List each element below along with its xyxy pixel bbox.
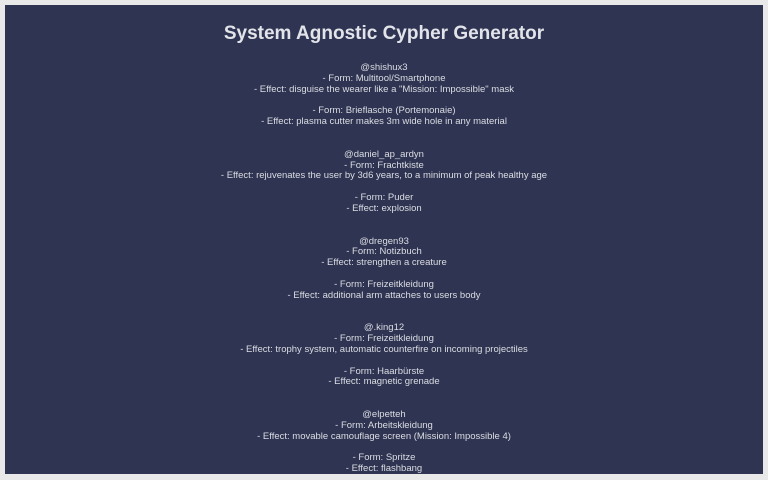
cypher-form: - Form: Brieflasche (Portemonaie)	[312, 105, 456, 117]
cypher-effect: - Effect: disguise the wearer like a "Mission: Impossible" mask	[253, 83, 514, 95]
entry-username: @elpetteh	[362, 409, 406, 420]
cypher-form: - Form: Arbeitskleidung	[335, 419, 433, 431]
list-item	[5, 410, 763, 474]
cypher-form: - Form: Freizeitkleidung	[334, 278, 434, 290]
cypher-effect: - Effect: additional arm attaches to users body	[287, 289, 481, 301]
cypher-effect: - Effect: explosion	[346, 202, 422, 214]
cypher-effect: - Effect: magnetic grenade	[328, 376, 440, 388]
cypher-effect: - Effect: trophy system, automatic counterfire on incoming projectiles	[240, 343, 528, 355]
cypher-effect: - Effect: strengthen a creature	[321, 257, 447, 269]
cypher-form: - Form: Notizbuch	[346, 246, 422, 258]
entry-username: @dregen93	[359, 235, 409, 247]
cypher-form: - Form: Haarbürste	[343, 365, 425, 377]
page-title: System Agnostic Cypher Generator	[223, 23, 545, 44]
cypher-effect: - Effect: plasma cutter makes 3m wide hole in any material	[261, 116, 507, 128]
list-item	[5, 237, 763, 302]
list-item	[5, 150, 763, 215]
entry-username: @daniel_ap_ardyn	[344, 148, 424, 160]
content-panel	[5, 5, 763, 474]
list-item	[5, 323, 763, 388]
cypher-form: - Form: Multitool/Smartphone	[322, 72, 446, 84]
cypher-effect: - Effect: flashbang	[345, 463, 423, 474]
cypher-form: - Form: Freizeitkleidung	[334, 333, 434, 345]
cypher-effect: - Effect: movable camouflage screen (Mission: Impossible 4)	[257, 430, 511, 442]
cypher-form: - Form: Spritze	[352, 452, 416, 464]
cypher-list	[5, 63, 763, 474]
cypher-effect: - Effect: rejuvenates the user by 3d6 years, to a minimum of peak healthy age	[220, 170, 548, 182]
entry-username: @shishux3	[360, 62, 408, 73]
cypher-form: - Form: Frachtkiste	[344, 159, 424, 171]
cypher-form: - Form: Puder	[354, 192, 414, 204]
entry-username: @.king12	[363, 322, 405, 334]
line-spacer	[5, 356, 763, 367]
list-item	[5, 63, 763, 128]
